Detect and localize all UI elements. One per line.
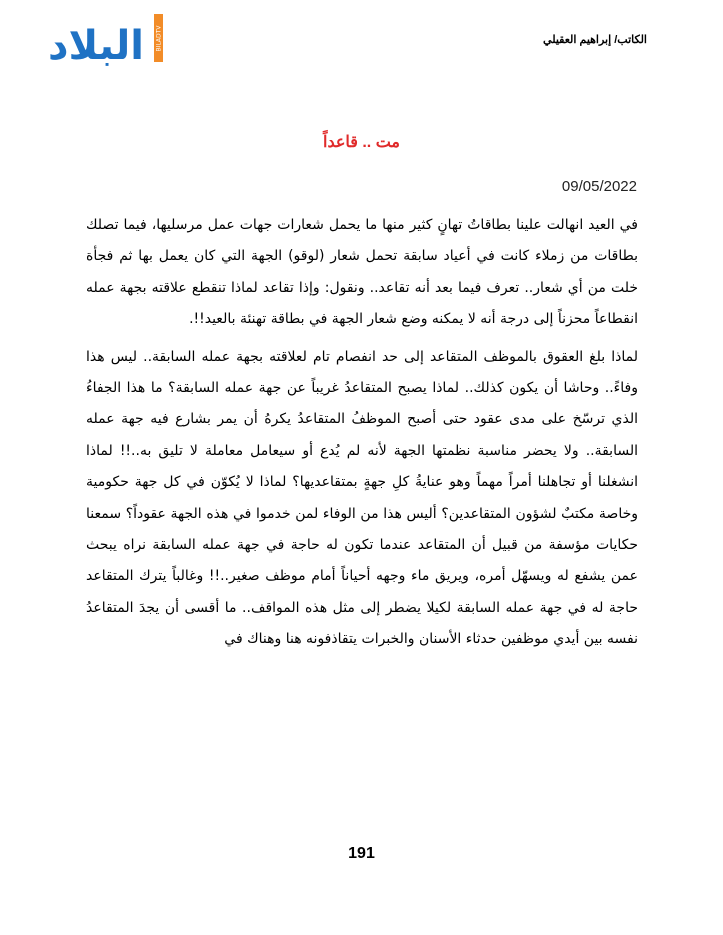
article-title: مت .. قاعداً bbox=[323, 134, 400, 151]
article-date: 09/05/2022 bbox=[561, 178, 637, 195]
paragraph: في العيد انهالت علينا بطاقاتُ تهانٍ كثير منها ما يحمل شعارات جهات عمل مرسليها، فيما تصلك بطاقات من زملاء كانت في أعياد سابقة تحمل شعار (لوقو) الجهة التي كان يعمل بها ثم فجأة خلت من أي شعار.. تعرف فيما بعد أنه تقاعد.. ونقول: وإذا تقاعد لماذا تنقطع علاقته بجهة عمله انقطاعاً محزناً إلى درجة أنه لا يمكنه وضع شعار الجهة في بطاقة تهنئة بالعيد!!. bbox=[86, 217, 638, 328]
brand-logo bbox=[48, 14, 174, 69]
author-name: الكاتب/ إبراهيم العقيلي bbox=[543, 34, 647, 46]
page-number: 191 bbox=[348, 845, 375, 862]
paragraph: لماذا بلغ العقوق بالموظف المتقاعد إلى حد انفصام تام لعلاقته بجهة عمله السابقة.. ليس هذا وفاءً.. وحاشا أن يكون كذلك.. لماذا يصبح المتقاعدُ غريباً عن جهة عمله السابقة؟ ما هذا الجفاءُ الذي ترسّخ على مدى عقود حتى أصبح الموظفُ المتقاعدُ يكرهُ أن يمر بشارع فيه جهة عمله السابقة.. ولا يحضر مناسبة نظمتها الجهة لأنه لم يُدع أو سيعامل معاملة لا تليق به..!! لماذا انشغلنا أو تجاهلنا أمراً مهماً وهو عنايةُ كلِ جهةٍ بمتقاعديها؟ لماذا لا يُكوّن في كل جهة حكومية وخاصة مكتبٌ لشؤون المتقاعدين؟ أليس هذا من الوفاء لمن خدموا في هذه الجهة عقوداً؟ سمعنا حكايات مؤسفة من قبيل أن المتقاعد عندما تكون له حاجة في جهة عمله السابقة نراه يبحث عمن يشفع له ويسهّل أمره، ويريق ماء وجهه أحياناً أمام موظف صغير..!! وغالباً يترك المتقاعد حاجة له في جهة عمله السابقة لكيلا يضطر إلى مثل هذه المواقف.. ما أقسى أن يجدَ المتقاعدُ نفسه بين أيدي موظفين حدثاء الأسنان والخبرات يتقاذفونه هنا وهناك في bbox=[86, 348, 638, 648]
article-body bbox=[86, 210, 638, 656]
logo-badge bbox=[154, 14, 163, 62]
logo-wordmark: البلاد bbox=[48, 23, 144, 69]
logo-badge-text: BILADTV bbox=[155, 25, 162, 51]
